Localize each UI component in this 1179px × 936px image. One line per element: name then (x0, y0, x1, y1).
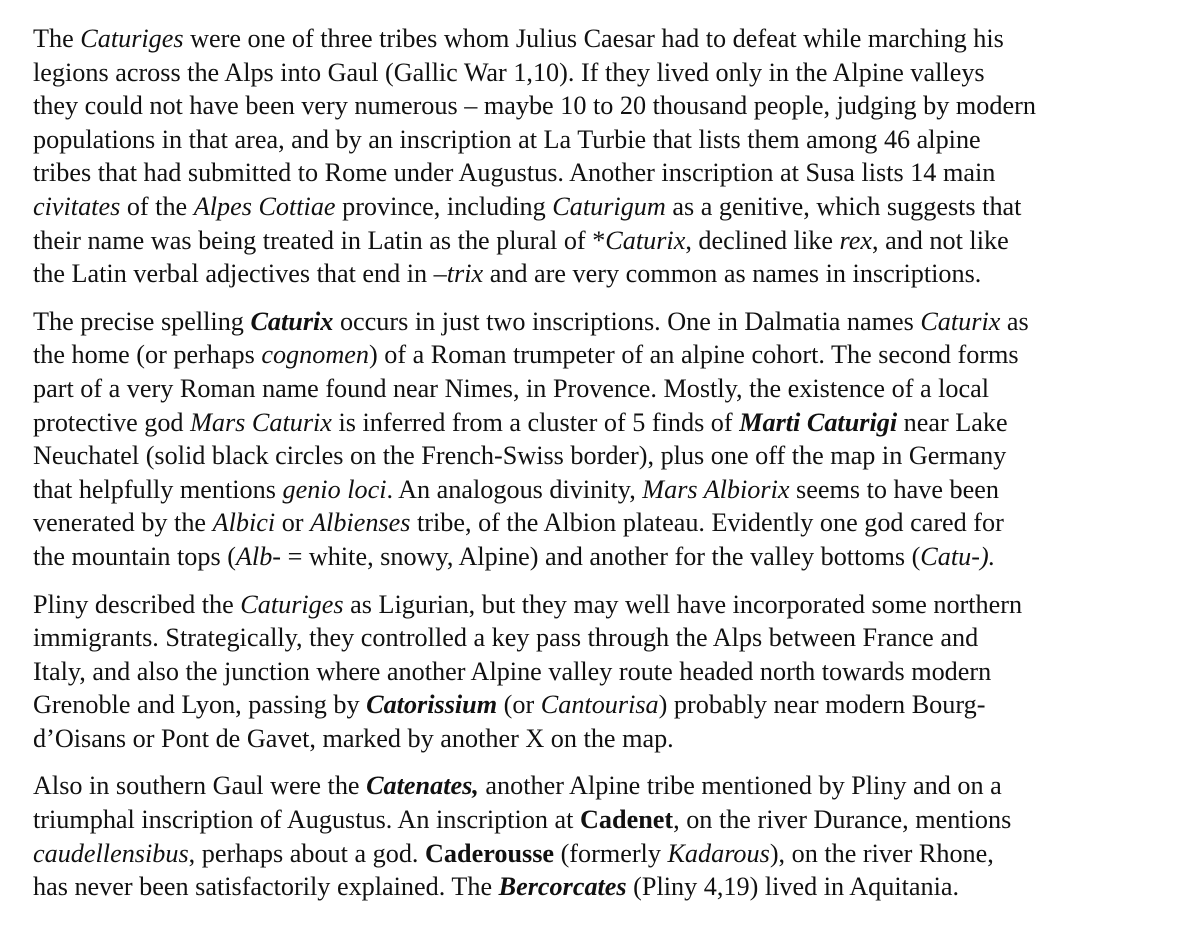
emphasized-text: Cantourisa (540, 690, 659, 720)
text-line (33, 655, 1155, 689)
emphasized-text: Caturiges (240, 589, 344, 619)
text-run: . An analogous divinity, (386, 474, 643, 504)
text-run: (or (497, 690, 541, 720)
text-run: the Latin verbal adjectives that end in – (33, 259, 447, 289)
emphasized-text: Mars Caturix (190, 407, 332, 437)
text-run: part of a very Roman name found near Nimes, in Provence. Mostly, the existence of a local (33, 373, 990, 403)
emphasized-text: genio loci (282, 474, 387, 504)
text-run: the mountain tops ( (33, 541, 236, 571)
paragraph-1 (33, 22, 1155, 291)
text-run: has never been satisfactorily explained. The (33, 872, 499, 902)
text-line (33, 123, 1155, 157)
emphasized-text: Marti Caturigi (739, 407, 898, 437)
emphasized-text: Kadarous (667, 838, 770, 868)
text-line (33, 688, 1155, 722)
text-line (33, 56, 1155, 90)
emphasized-text: Albienses (310, 508, 411, 538)
text-line (33, 439, 1155, 473)
emphasized-text: civitates (33, 191, 121, 221)
text-run: , perhaps about a god. (188, 838, 426, 868)
emphasized-text: Mars Albiorix (642, 474, 790, 504)
text-run: their name was being treated in Latin as the plural of * (33, 225, 606, 255)
text-run: The (33, 24, 81, 53)
text-line (33, 473, 1155, 507)
text-run: Also in southern Gaul were the (33, 771, 367, 801)
text-run: Neuchatel (solid black circles on the French-Swiss border), plus one off the map in Germany (33, 441, 1007, 471)
text-line (33, 722, 1155, 756)
text-run: , declined like (685, 225, 840, 255)
text-run: immigrants. Strategically, they controlled a key pass through the Alps between France and (33, 623, 979, 653)
emphasized-text: Catorissium (366, 690, 498, 720)
text-run: province, including (335, 191, 553, 221)
document-page (33, 22, 1155, 918)
text-line (33, 224, 1155, 258)
emphasized-text: Caturix (920, 306, 1001, 336)
text-line (33, 588, 1155, 622)
text-run: d’Oisans or Pont de Gavet, marked by another X on the map. (33, 723, 674, 753)
text-run: , and not like (871, 225, 1009, 255)
emphasized-text: Caturix (605, 225, 686, 255)
text-line (33, 837, 1155, 871)
text-line (33, 803, 1155, 837)
text-line (33, 406, 1155, 440)
text-line (33, 190, 1155, 224)
text-line (33, 621, 1155, 655)
text-run: legions across the Alps into Gaul (Gallic War 1,10). If they lived only in the Alpine valleys (33, 57, 985, 87)
text-line (33, 870, 1155, 904)
emphasized-text: Alpes Cottiae (193, 191, 336, 221)
text-run: occurs in just two inscriptions. One in Dalmatia names (333, 306, 921, 336)
text-line (33, 89, 1155, 123)
text-run: ) probably near modern Bourg- (658, 690, 986, 720)
text-run: Pliny described the (33, 589, 241, 619)
emphasized-text: Caderousse (425, 838, 555, 868)
text-run: as Ligurian, but they may well have incorporated some northern (343, 589, 1023, 619)
emphasized-text: Bercorcates (498, 872, 627, 902)
text-run: tribes that had submitted to Rome under Augustus. Another inscription at Susa lists 14 main (33, 158, 996, 188)
emphasized-text: Caturigum (552, 191, 666, 221)
text-run: (formerly (554, 838, 668, 868)
text-run: or (275, 508, 311, 538)
paragraph-2 (33, 305, 1155, 574)
emphasized-text: Albici (212, 508, 276, 538)
text-line (33, 769, 1155, 803)
text-line (33, 338, 1155, 372)
emphasized-text: Caturiges (80, 24, 184, 53)
text-run: the home (or perhaps (33, 340, 262, 370)
text-run: venerated by the (33, 508, 213, 538)
text-run: ) of a Roman trumpeter of an alpine cohort. The second forms (368, 340, 1019, 370)
text-line (33, 372, 1155, 406)
text-run: near Lake (897, 407, 1008, 437)
paragraph-3 (33, 588, 1155, 756)
emphasized-text: caudellensibus (33, 838, 189, 868)
emphasized-text: Catenates, (366, 771, 479, 801)
text-run: another Alpine tribe mentioned by Pliny and on a (478, 771, 1002, 801)
text-run: seems to have been (789, 474, 999, 504)
text-run: of the (120, 191, 194, 221)
text-run: The precise spelling (33, 306, 251, 336)
text-run: triumphal inscription of Augustus. An inscription at (33, 805, 580, 835)
text-run: they could not have been very numerous – maybe 10 to 20 thousand people, judging by modern (33, 91, 1036, 121)
text-line (33, 22, 1155, 56)
emphasized-text: Catu-). (920, 541, 996, 571)
text-run: populations in that area, and by an inscription at La Turbie that lists them among 46 alpine (33, 124, 981, 154)
text-run: ), on the river Rhone, (769, 838, 994, 868)
emphasized-text: Alb- (235, 541, 282, 571)
emphasized-text: Caturix (250, 306, 334, 336)
text-run: protective god (33, 407, 191, 437)
text-run: is inferred from a cluster of 5 finds of (331, 407, 740, 437)
text-run: Grenoble and Lyon, passing by (33, 690, 367, 720)
text-line (33, 305, 1155, 339)
text-run: (Pliny 4,19) lived in Aquitania. (626, 872, 960, 902)
text-run: and are very common as names in inscriptions. (483, 259, 982, 289)
text-run: = white, snowy, Alpine) and another for the valley bottoms ( (281, 541, 921, 571)
emphasized-text: Cadenet (580, 805, 674, 835)
text-run: were one of three tribes whom Julius Caesar had to defeat while marching his (183, 24, 1004, 53)
text-run: that helpfully mentions (33, 474, 283, 504)
emphasized-text: trix (446, 259, 484, 289)
emphasized-text: cognomen (261, 340, 369, 370)
text-line (33, 257, 1155, 291)
text-run: as (1000, 306, 1029, 336)
text-line (33, 506, 1155, 540)
text-line (33, 540, 1155, 574)
paragraph-4 (33, 769, 1155, 903)
emphasized-text: rex (839, 225, 872, 255)
text-run: , on the river Durance, mentions (673, 805, 1012, 835)
text-line (33, 156, 1155, 190)
text-run: Italy, and also the junction where another Alpine valley route headed north towards modern (33, 656, 992, 686)
text-run: as a genitive, which suggests that (665, 191, 1022, 221)
text-run: tribe, of the Albion plateau. Evidently one god cared for (410, 508, 1004, 538)
